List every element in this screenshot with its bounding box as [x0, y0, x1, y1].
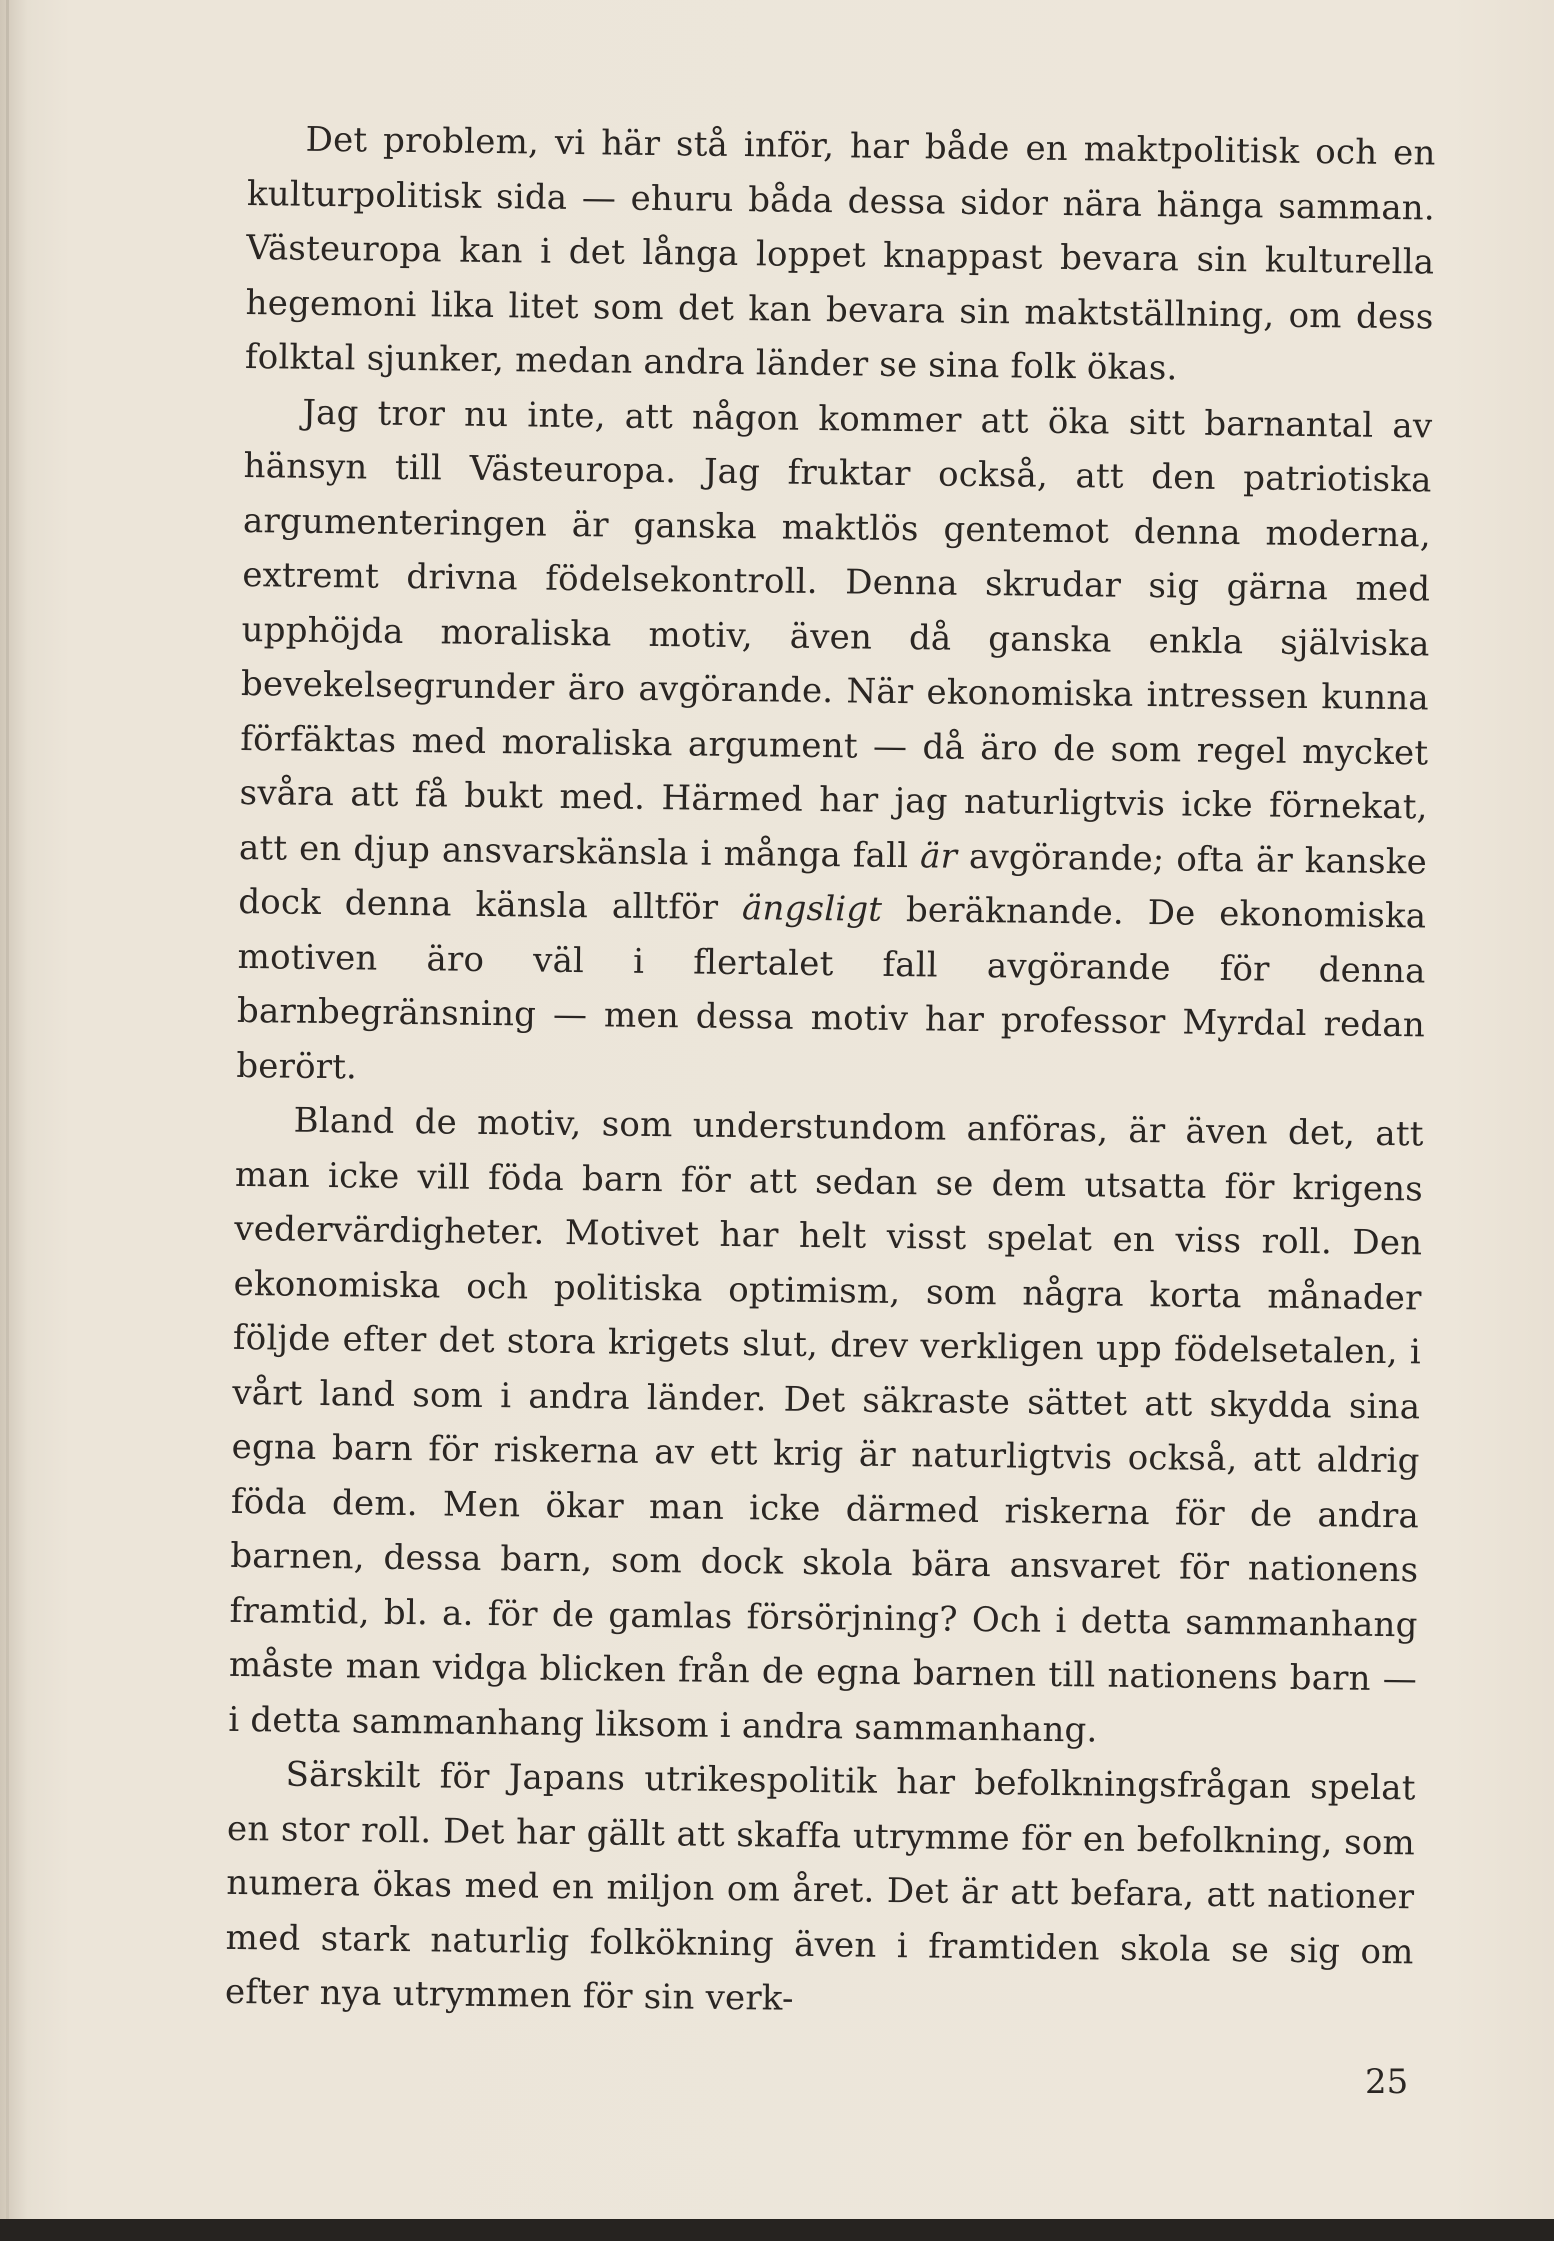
emphasis-ar: är: [919, 835, 958, 877]
body-text: [225, 112, 1436, 2034]
scan-bottom-edge: [0, 2219, 1554, 2241]
page-gutter: [6, 0, 9, 2241]
paragraph-2-part-2: avgörande; ofta är kanske dock denna känsla alltför: [238, 836, 1428, 929]
paragraph-2-part-1: Jag tror nu inte, att någon kommer att öka sitt barnantal av hänsyn till Västeuropa. Jag fruktar också, att den patriotiska argumenteringen är ganska maktlös gentemot denna moderna, extremt drivna födelsekontroll. Denna skrudar sig gärna med upphöjda moraliska motiv, även då ganska enkla själviska bevekelsegrunder äro avgörande. När ekonomiska intressen kunna förfäktas med moraliska argument — då äro de som regel mycket svåra att få bukt med. Härmed har jag naturligtvis icke förnekat, att en djup ansvarskänsla i många fall: [238, 392, 1433, 876]
page-number: 25: [1365, 2062, 1409, 2102]
emphasis-angsligt: ängsligt: [741, 888, 883, 930]
paragraph-1: Det problem, vi här stå inför, har både en maktpolitisk och en kulturpolitisk sida — ehuru båda dessa sidor nära hänga samman. Västeuropa kan i det långa loppet knappast bevara sin kulturella hegemoni lika litet som det kan bevara sin maktställning, om dess folktal sjunker, medan andra länder se sina folk ökas.: [244, 119, 1436, 389]
paragraph-4: Särskilt för Japans utrikespolitik har befolkningsfrågan spelat en stor roll. Det har gällt att skaffa utrymme för en befolkning, som numera ökas med en miljon om året. Det är att befara, att nationer med stark naturlig folkökning även i framtiden skola se sig om efter nya utrymmen för sin verk-: [224, 1754, 1416, 2019]
paragraph-2: [236, 384, 1433, 1107]
paragraph-3: Bland de motiv, som understundom anföras, är även det, att man icke vill föda barn för att sedan se dem utsatta för krigens vedervärdigheter. Motivet har helt visst spelat en viss roll. Den ekonomiska och politiska optimism, som några korta månader följde efter det stora krigets slut, drev verkligen upp födelsetalen, i vårt land som i andra länder. Det säkraste sättet att skydda sina egna barn för riskerna av ett krig är naturligtvis också, att aldrig föda dem. Men ökar man icke därmed riskerna för de andra barnen, dessa barn, som dock skola bära ansvaret för nationens framtid, bl. a. för de gamlas försörjning? Och i detta sammanhang måste man vidga blicken från de egna barnen till nationens barn — i detta sammanhang liksom i andra sammanhang.: [228, 1100, 1424, 1750]
paragraph-2-part-3: beräknande. De ekonomiska motiven äro väl i flertalet fall avgörande för denna barnbegränsning — men dessa motiv har professor Myrdal redan berört.: [236, 889, 1427, 1087]
